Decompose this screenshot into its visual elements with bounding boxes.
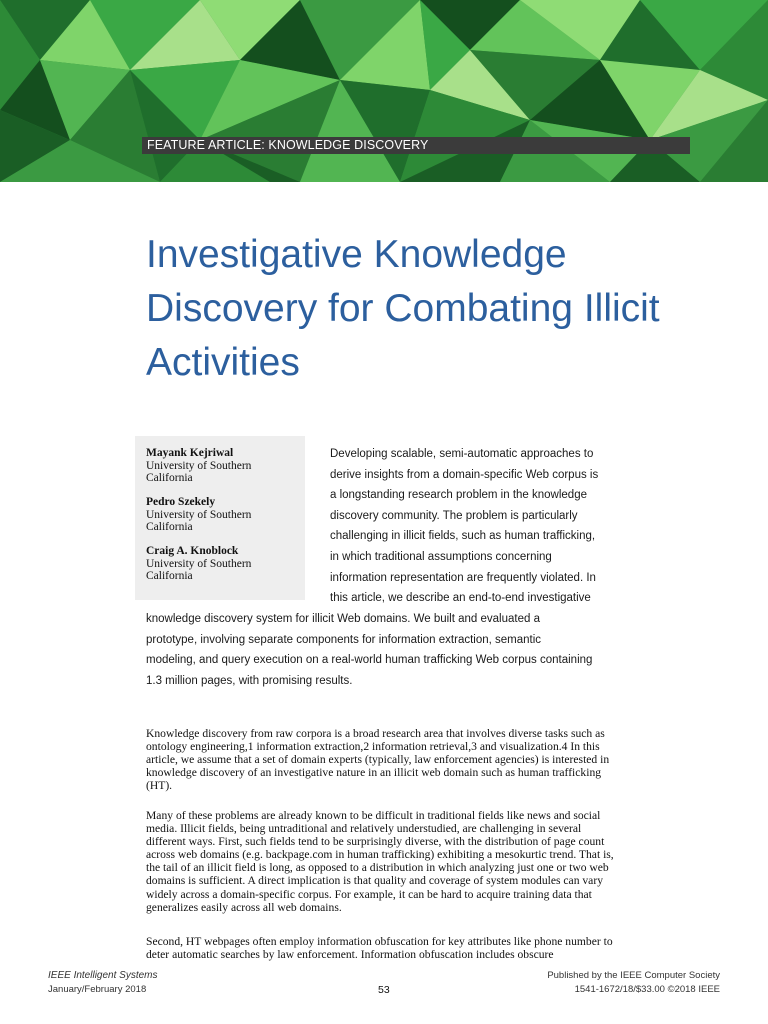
- header-banner: [0, 0, 768, 182]
- abstract-line: prototype, involving separate components for information extraction, semantic: [146, 633, 542, 646]
- author-3: [146, 545, 296, 582]
- author-2: [146, 496, 296, 533]
- abstract-line: information representation are frequently violated. In: [330, 571, 596, 584]
- author-affiliation: University of Southern California: [146, 558, 252, 582]
- footer-issn: 1541-1672/18/$33.00 ©2018 IEEE: [574, 984, 720, 995]
- body-paragraph-2: Many of these problems are already known to be difficult in traditional fields like news and social media. Illicit fields, being untraditional and relatively understudied, are challenging in several different ways. First, such fields tend to be surprisingly diverse, with the distribution of page count across web domains (e.g. backpage.com in human trafficking) exhibiting a mesokurtic trend. That is, the tail of an illicit field is long, as opposed to a distribution in which analyzing just one or two web domains is sufficient. A direct implication is that quality and coverage of system modules can vary widely across a domain-specific corpus. For example, it can be hard to acquire training data that generalizes easily across all web domains.: [146, 809, 614, 914]
- abstract-line: in which traditional assumptions concerning: [330, 550, 552, 563]
- author-name: Pedro Szekely: [146, 496, 216, 508]
- body-paragraph-1: Knowledge discovery from raw corpora is a broad research area that involves diverse tasks such as ontology engineering,1 information extraction,2 information retrieval,3 and visualization.4 In this article, we assume that a set of domain experts (typically, law enforcement agencies) is interested in knowledge discovery of an investigative nature in an illicit web domain such as human trafficking (HT).: [146, 727, 610, 793]
- abstract-line: modeling, and query execution on a real-world human trafficking Web corpus containing: [146, 654, 593, 667]
- author-affiliation: University of Southern California: [146, 460, 252, 484]
- author-1: [146, 447, 296, 484]
- feature-label: FEATURE ARTICLE: KNOWLEDGE DISCOVERY: [147, 138, 429, 152]
- abstract-line: challenging in illicit fields, such as human trafficking,: [330, 530, 596, 543]
- page-number: 53: [378, 984, 390, 996]
- author-affiliation: University of Southern California: [146, 509, 252, 533]
- body-paragraph-3: Second, HT webpages often employ information obfuscation for key attributes like phone number to deter automatic searches by law enforcement. Information obfuscation includes obscure: [146, 935, 613, 962]
- low-poly-banner-image: [0, 0, 768, 182]
- author-name: Mayank Kejriwal: [146, 447, 234, 459]
- abstract-bottom: [146, 609, 626, 691]
- article-title: Investigative Knowledge Discovery for Combating Illicit Activities: [146, 233, 660, 384]
- abstract-line: discovery community. The problem is particularly: [330, 509, 578, 522]
- abstract-line: a longstanding research problem in the knowledge: [330, 489, 587, 502]
- abstract-line: 1.3 million pages, with promising results.: [146, 674, 353, 687]
- author-name: Craig A. Knoblock: [146, 545, 239, 557]
- footer-journal: IEEE Intelligent Systems: [48, 970, 158, 981]
- abstract-line: this article, we describe an end-to-end investigative: [330, 592, 591, 605]
- footer-publisher: Published by the IEEE Computer Society: [547, 970, 720, 981]
- abstract-line: derive insights from a domain-specific Web corpus is: [330, 468, 599, 481]
- abstract-line: knowledge discovery system for illicit Web domains. We built and evaluated a: [146, 613, 540, 625]
- footer-date: January/February 2018: [48, 984, 147, 995]
- abstract-top: [330, 444, 630, 609]
- abstract-line: Developing scalable, semi-automatic approaches to: [330, 448, 594, 460]
